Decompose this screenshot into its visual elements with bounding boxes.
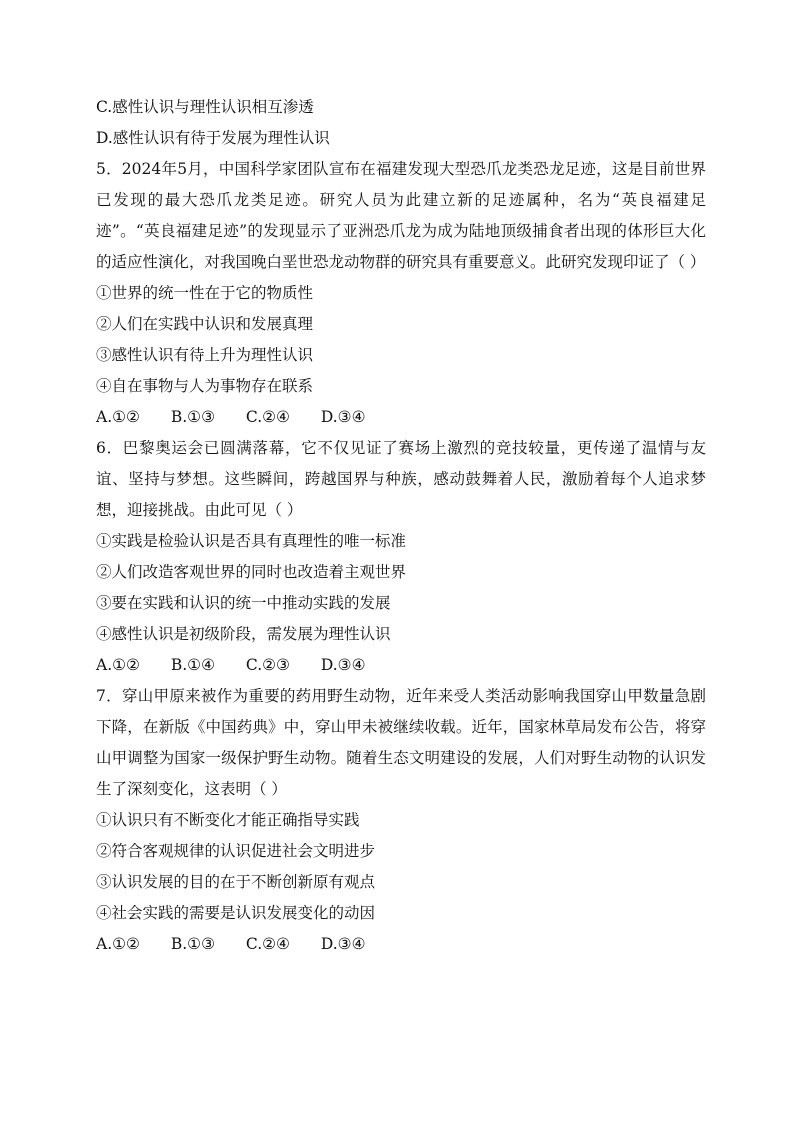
option-a: A.①② (96, 408, 140, 426)
option-d: D.③④ (320, 935, 366, 953)
question-5 (96, 154, 706, 433)
question-5-options (96, 402, 706, 433)
question-6-stem: 6．巴黎奥运会已圆满落幕，它不仅见证了赛场上激烈的竞技较量，更传递了温情与友谊、坚持与梦想。这些瞬间，跨越国界与种族，感动鼓舞着人民，激励着每个人追求梦想，迎接挑战。由此可见（ ） (96, 439, 706, 519)
option-b: B.①③ (170, 935, 215, 953)
option-d: D.③④ (320, 656, 366, 674)
page-content (96, 92, 706, 960)
question-6-options (96, 650, 706, 681)
question-7-options (96, 929, 706, 960)
question-5-item-2: ②人们在实践中认识和发展真理 (96, 315, 314, 333)
question-7-item-2: ②符合客观规律的认识促进社会文明进步 (96, 842, 376, 860)
question-6 (96, 433, 706, 681)
option-line-d: D.感性认识有待于发展为理性认识 (96, 129, 330, 147)
option-d: D.③④ (320, 408, 366, 426)
option-a: A.①② (96, 656, 140, 674)
question-7-item-1: ①认识只有不断变化才能正确指导实践 (96, 811, 360, 829)
option-b: B.①④ (170, 656, 215, 674)
question-6-item-1: ①实践是检验认识是否具有真理性的唯一标准 (96, 532, 407, 550)
question-6-item-3: ③要在实践和认识的统一中推动实践的发展 (96, 594, 391, 612)
question-6-item-4: ④感性认识是初级阶段，需发展为理性认识 (96, 625, 391, 643)
question-7-item-3: ③认识发展的目的在于不断创新原有观点 (96, 873, 376, 891)
option-c: C.②③ (245, 656, 290, 674)
question-7-stem: 7．穿山甲原来被作为重要的药用野生动物，近年来受人类活动影响我国穿山甲数量急剧下降，在新版《中国药典》中，穿山甲未被继续收载。近年，国家林草局发布公告，将穿山甲调整为国家一级保护野生动物。随着生态文明建设的发展，人们对野生动物的认识发生了深刻变化，这表明（ ） (96, 687, 706, 798)
question-7 (96, 681, 706, 960)
question-5-item-3: ③感性认识有待上升为理性认识 (96, 346, 314, 364)
option-line-c: C.感性认识与理性认识相互渗透 (96, 98, 314, 116)
option-c: C.②④ (245, 935, 290, 953)
option-c: C.②④ (245, 408, 290, 426)
question-6-item-2: ②人们改造客观世界的同时也改造着主观世界 (96, 563, 407, 581)
option-a: A.①② (96, 935, 140, 953)
question-5-stem: 5．2024年5月，中国科学家团队宣布在福建发现大型恐爪龙类恐龙足迹，这是目前世界已发现的最大恐爪龙类足迹。研究人员为此建立新的足迹属种，名为“英良福建足迹”。“英良福建足迹”的发现显示了亚洲恐爪龙为成为陆地顶级捕食者出现的体形巨大化的适应性演化，对我国晚白垩世恐龙动物群的研究具有重要意义。此研究发现印证了（ ） (96, 160, 706, 271)
question-5-item-4: ④自在事物与人为事物存在联系 (96, 377, 314, 395)
question-7-item-4: ④社会实践的需要是认识发展变化的动因 (96, 904, 376, 922)
option-b: B.①③ (170, 408, 215, 426)
question-5-item-1: ①世界的统一性在于它的物质性 (96, 284, 314, 302)
